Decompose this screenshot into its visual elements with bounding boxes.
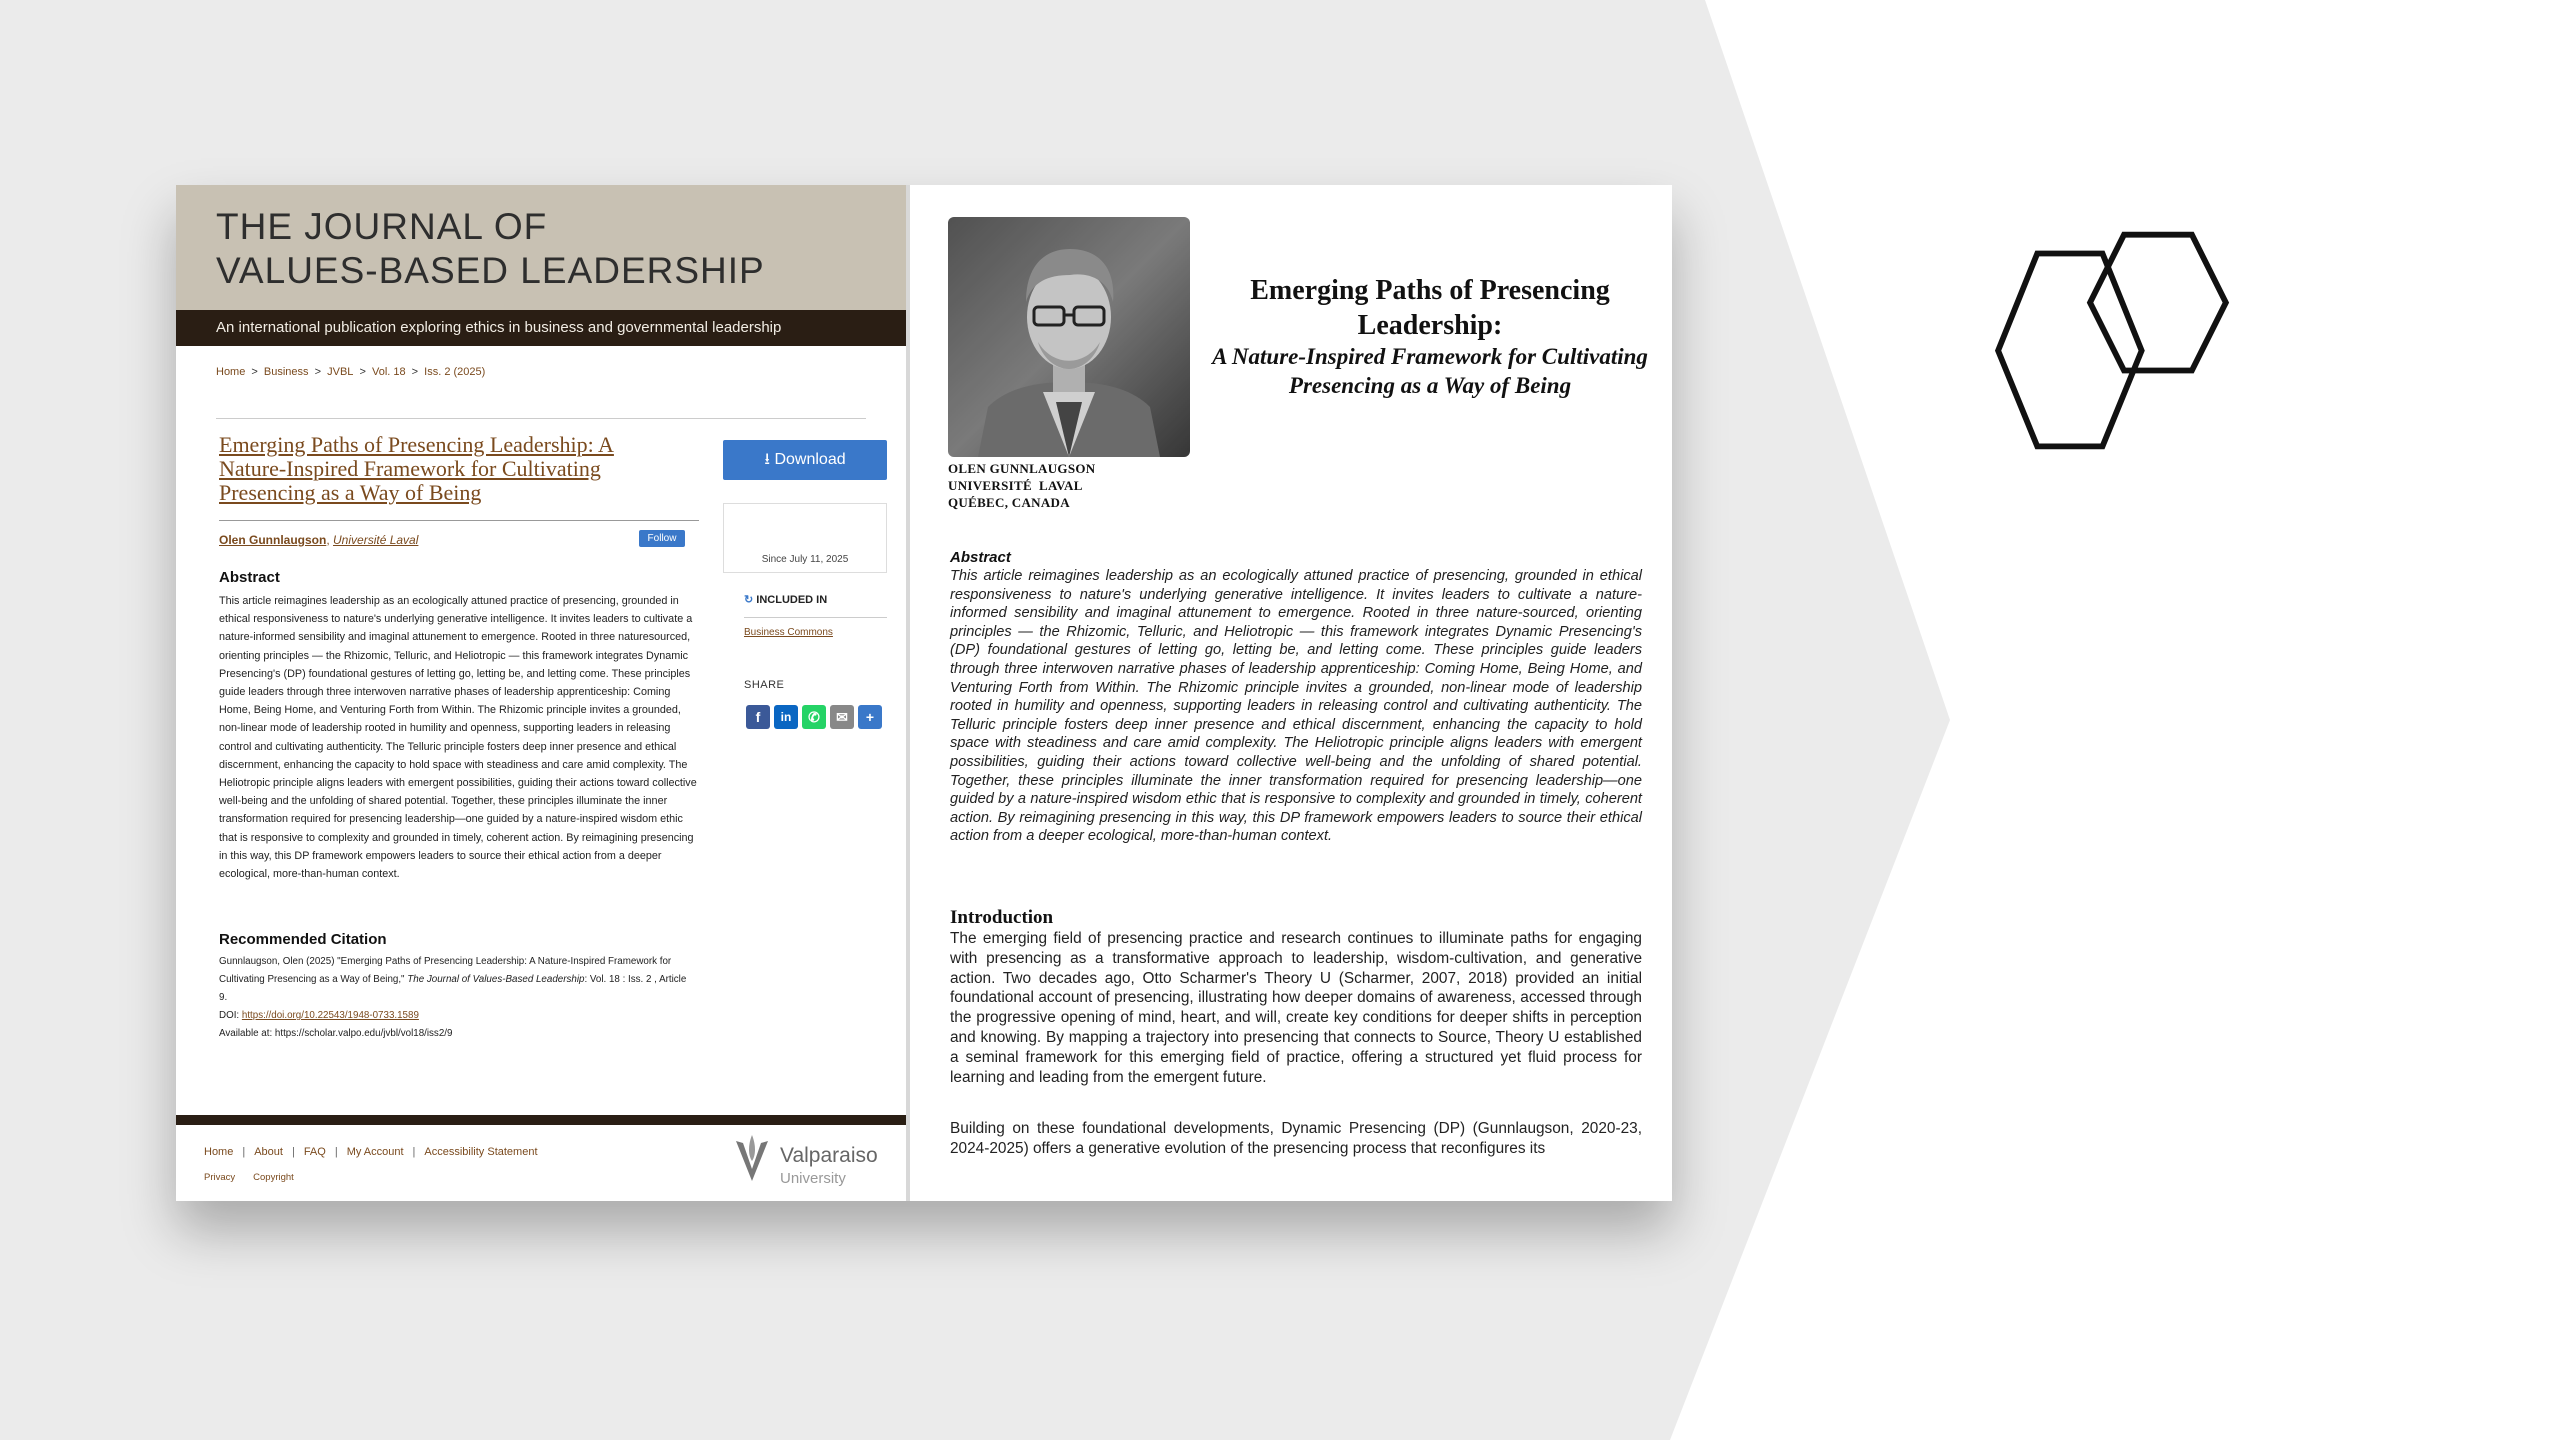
author-photo [948,217,1190,457]
introduction-paragraph-1: The emerging field of presencing practice and research continues to illuminate paths for engaging with presencing as a transformative approach to leadership, wisdom-cultivation, and generative action. Two decades ago, Otto Scharmer's Theory U (Scharmer, 2007, 2018) provided an initial foundational account of presencing, illustrating how deeper domains of awareness, accessed through the progressive opening of mind, heart, and will, create key conditions for deeper shifts in perception and knowing. By mapping a trajectory into presencing that connects to Source, Theory U established a seminal framework for this emerging field of practice, offering a structured yet fluid process for learning and leading from the emergent future. [950,930,1642,1086]
follow-button[interactable]: Follow [639,530,685,547]
footer-accessibility-link[interactable]: Accessibility Statement [424,1146,538,1158]
linkedin-icon[interactable]: in [774,705,798,729]
citation-heading: Recommended Citation [219,931,387,948]
paper-title: Emerging Paths of Presencing Leadership: [1250,275,1610,341]
plus-icon[interactable]: + [858,705,882,729]
footer-about-link[interactable]: About [254,1146,283,1158]
footer-bar [176,1115,906,1125]
abstract-text: This article reimagines leadership as an ecologically attuned practice of presencing, grounded in ethical responsiveness to nature's underlying generative intelligence. It invites leaders to cultivate a nature-informed sensibility and imaginal attunement to emergence. Rooted in three naturesourced, orienting principles — the Rhizomic, Telluric, and Heliotropic — this framework integrates Dynamic Presencing's (DP) foundational gestures of letting go, letting be, and letting come. These principles guide leaders through three interwoven narrative phases of leadership apprenticeship: Coming Home, Being Home, and Venturing Forth from Within. The Rhizomic principle invites a grounded, non-linear mode of leadership rooted in humility and openness, supporting leaders in releasing control and cultivating authenticity. The Telluric principle fosters deep inner presence and ethical discernment, enhancing the capacity to hold space with steadiness and care amid complexity. The Heliotropic principle aligns leaders with emergent possibilities, guiding their actions toward collective well-being and the unfolding of shared potential. Together, these principles illuminate the inner transformation required for presencing leadership—one guided by a nature-inspired wisdom ethic that is responsive to complexity and grounded in timely, coherent action. By reimagining presencing in this way, this DP framework empowers leaders to source their ethical action from a deeper ecological, more-than-human context. [219,595,697,881]
share-icons [746,705,882,729]
paper-subtitle: A Nature-Inspired Framework for Cultivating Presencing as a Way of Being [1212,344,1648,398]
breadcrumb-volume[interactable]: Vol. 18 [371,366,406,378]
author-caption: OLEN GUNNLAUGSON UNIVERSITÉ LAVAL QUÉBEC, CANADA [948,461,1096,510]
breadcrumb-issue[interactable]: Iss. 2 (2025) [424,366,486,378]
abstract-heading: Abstract [219,569,280,586]
logo-sub: University [780,1170,846,1187]
paper-page [910,185,1672,1201]
hexagon-decoration [1910,215,2270,485]
divider [744,617,887,618]
paper-abstract-text: This article reimagines leadership as an ecologically attuned practice of presencing, grounded in ethical responsiveness to nature's underlying generative intelligence. It invites leaders to cultivate a nature-informed sensibility and imaginal attunement to emergence. Rooted in three nature-sourced, orienting principles — the Rhizomic, Telluric, and Heliotropic — this framework integrates Dynamic Presencing's (DP) foundational gestures of letting go, letting be, and letting come. These principles guide leaders through three interwoven narrative phases of leadership apprenticeship: Coming Home, Being Home, and Venturing Forth from Within. The Rhizomic principle invites a grounded, non-linear mode of leadership rooted in humility and openness, supporting leaders in releasing control and cultivating authenticity. The Telluric principle fosters deep inner presence and ethical discernment, enhancing the capacity to hold space with steadiness and care amid complexity. The Heliotropic principle aligns leaders with emergent possibilities, guiding their actions toward collective well-being and the unfolding of shared potential. Together, these principles illuminate the inner transformation required for presencing leadership—one guided by a nature-inspired wisdom ethic that is responsive to complexity and grounded in timely, coherent action. By reimagining presencing in this way, this DP framework empowers leaders to source their ethical action from a deeper ecological, more-than-human context. [950,568,1642,845]
breadcrumb: Home > Business > JVBL > Vol. 18 > Iss. 2 (2025) [216,366,486,378]
logo-name: Valparaiso [780,1144,878,1167]
download-icon: ⭳ [764,451,770,468]
footer-links: Home | About | FAQ | My Account | Accessibility Statement [204,1146,538,1158]
footer-faq-link[interactable]: FAQ [303,1146,326,1158]
footer-copyright-link[interactable]: Copyright [253,1172,294,1183]
included-in-heading: ↻ INCLUDED IN [744,594,828,606]
paper-abstract-heading: Abstract [950,549,1011,566]
breadcrumb-business[interactable]: Business [263,366,309,378]
article-title-link[interactable]: Emerging Paths of Presencing Leadership: A Nature-Inspired Framework for Cultivating Presencing as a Way of Being [219,432,614,505]
facebook-icon[interactable]: f [746,705,770,729]
journal-title[interactable]: THE JOURNAL OF VALUES-BASED LEADERSHIP [216,206,765,291]
footer-home-link[interactable]: Home [204,1146,234,1158]
author-affiliation-link[interactable]: Université Laval [333,533,419,547]
breadcrumb-jvbl[interactable]: JVBL [327,366,354,378]
journal-page [176,185,906,1201]
download-stats-box: Since July 11, 2025 [723,503,887,573]
email-icon[interactable]: ✉ [830,705,854,729]
download-button[interactable]: ⭳ Download [723,440,887,480]
divider [216,418,866,419]
footer-links-secondary [204,1172,312,1183]
footer-account-link[interactable]: My Account [346,1146,404,1158]
doi-link[interactable]: https://doi.org/10.22543/1948-0733.1589 [241,1010,419,1021]
divider [219,520,699,521]
journal-tagline: An international publication exploring ethics in business and governmental leadership [176,310,906,346]
introduction-paragraph-2: Building on these foundational developments, Dynamic Presencing (DP) (Gunnlaugson, 2020-23, 2024-2025) offers a generative evolution of the presencing process that reconfigures its [950,1120,1642,1157]
author-line: Olen Gunnlaugson, Université Laval [219,533,419,547]
footer-privacy-link[interactable]: Privacy [204,1172,236,1183]
introduction-heading: Introduction [950,907,1054,928]
breadcrumb-home[interactable]: Home [216,366,246,378]
whatsapp-icon[interactable]: ✆ [802,705,826,729]
author-name-link[interactable]: Olen Gunnlaugson [219,533,327,547]
business-commons-link[interactable]: Business Commons [744,627,833,638]
journal-header [176,185,906,310]
screenshot-card [176,185,1672,1201]
citation-text: Gunnlaugson, Olen (2025) "Emerging Paths of Presencing Leadership: A Nature-Inspired Framework for Cultivating Presencing as a Way of Being," The Journal of Values-Based Leadership: Vol. 18 : Iss. 2 , Article 9. DOI: https://doi.org/10.22543/1948-0733.1589 Available at: https://scholar.valpo.edu/jvbl/vol18/iss2/9 [219,956,687,1039]
share-heading: SHARE [744,679,785,691]
network-icon: ↻ [744,594,754,606]
